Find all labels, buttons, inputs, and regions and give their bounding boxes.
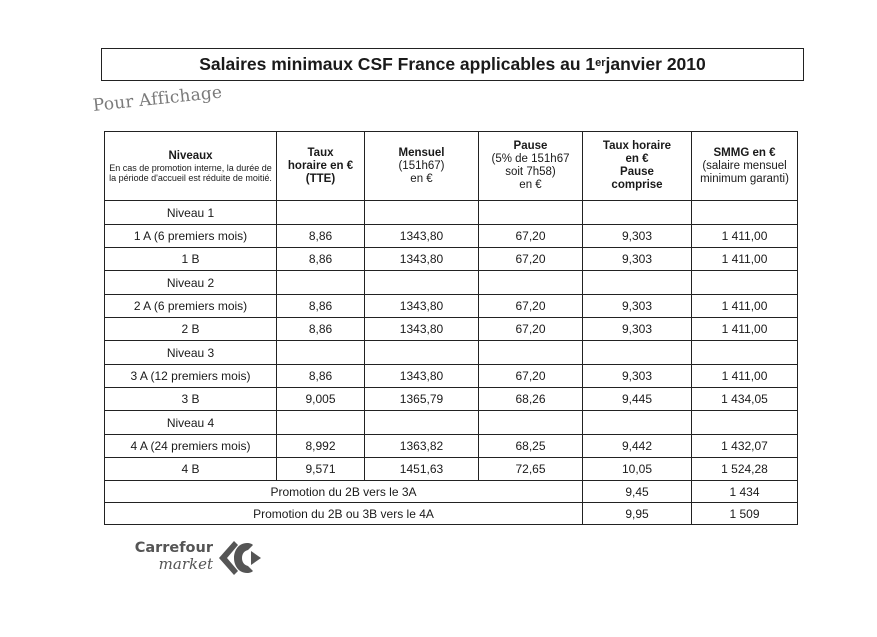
cell-pause: 72,65 [479, 458, 583, 481]
cell-smmg: 1 411,00 [692, 225, 798, 248]
cell-pause: 67,20 [479, 248, 583, 271]
cell-smmg: 1 411,00 [692, 365, 798, 388]
cell-taux: 8,86 [277, 318, 365, 341]
cell-taux-pause: 9,303 [583, 295, 692, 318]
level-label: 1 A (6 premiers mois) [105, 225, 277, 248]
level-label: 3 B [105, 388, 277, 411]
salary-table [104, 131, 798, 525]
table-row [105, 388, 798, 411]
level-label: 4 A (24 premiers mois) [105, 435, 277, 458]
document-title [101, 48, 804, 81]
empty-cell [365, 341, 479, 365]
cell-taux: 8,86 [277, 365, 365, 388]
table-header-row [105, 132, 798, 201]
group-label: Niveau 3 [105, 341, 277, 365]
promotion-row [105, 481, 798, 503]
header-mensuel-line3: en € [410, 172, 433, 185]
cell-taux-pause: 9,45 [583, 481, 692, 503]
promotion-label: Promotion du 2B vers le 3A [105, 481, 583, 503]
empty-cell [583, 201, 692, 225]
table-row [105, 365, 798, 388]
table-row [105, 318, 798, 341]
header-smmg-line1: SMMG en € [713, 146, 776, 159]
cell-smmg: 1 524,28 [692, 458, 798, 481]
promotion-row [105, 503, 798, 525]
empty-cell [479, 271, 583, 295]
group-row [105, 271, 798, 295]
cell-taux-pause: 9,303 [583, 365, 692, 388]
cell-taux: 9,571 [277, 458, 365, 481]
header-niveaux-note: En cas de promotion interne, la durée de la période d'accueil est réduite de moitié. [109, 162, 272, 183]
cell-pause: 67,20 [479, 318, 583, 341]
empty-cell [583, 341, 692, 365]
table-row [105, 248, 798, 271]
empty-cell [277, 411, 365, 435]
cell-taux-pause: 9,445 [583, 388, 692, 411]
title-superscript: er [595, 56, 606, 69]
title-main: Salaires minimaux CSF France applicables au 1 [199, 54, 596, 74]
promotion-label: Promotion du 2B ou 3B vers le 4A [105, 503, 583, 525]
cell-taux: 8,86 [277, 225, 365, 248]
cell-mensuel: 1343,80 [365, 248, 479, 271]
cell-smmg: 1 411,00 [692, 248, 798, 271]
cell-smmg: 1 432,07 [692, 435, 798, 458]
level-label: 1 B [105, 248, 277, 271]
header-niveaux [105, 132, 277, 201]
header-pause-line4: en € [519, 179, 542, 191]
level-label: 4 B [105, 458, 277, 481]
group-label: Niveau 1 [105, 201, 277, 225]
empty-cell [479, 341, 583, 365]
header-mensuel-line1: Mensuel [398, 146, 445, 159]
header-tpc-line3: Pause [620, 166, 654, 178]
cell-pause: 67,20 [479, 365, 583, 388]
header-pause [479, 132, 583, 201]
cell-smmg: 1 509 [692, 503, 798, 525]
empty-cell [365, 271, 479, 295]
cell-pause: 67,20 [479, 295, 583, 318]
empty-cell [479, 201, 583, 225]
header-mensuel-line2: (151h67) [398, 159, 445, 172]
table-row [105, 225, 798, 248]
header-taux-line3: (TTE) [305, 172, 336, 185]
cell-mensuel: 1365,79 [365, 388, 479, 411]
cell-taux-pause: 9,95 [583, 503, 692, 525]
empty-cell [277, 201, 365, 225]
cell-taux: 8,86 [277, 248, 365, 271]
header-smmg [692, 132, 798, 201]
group-row [105, 201, 798, 225]
cell-taux: 8,86 [277, 295, 365, 318]
header-pause-line1: Pause [513, 140, 548, 152]
empty-cell [365, 411, 479, 435]
logo-wordmark [125, 540, 213, 573]
empty-cell [692, 341, 798, 365]
logo-sub: market [158, 555, 213, 573]
header-tpc-line4: comprise [611, 179, 663, 191]
group-label: Niveau 2 [105, 271, 277, 295]
cell-taux: 8,992 [277, 435, 365, 458]
cell-mensuel: 1343,80 [365, 365, 479, 388]
empty-cell [583, 411, 692, 435]
level-label: 3 A (12 premiers mois) [105, 365, 277, 388]
header-pause-line3: soit 7h58) [505, 166, 556, 178]
title-date: janvier 2010 [605, 54, 706, 74]
cell-taux-pause: 9,303 [583, 248, 692, 271]
cell-taux-pause: 9,303 [583, 318, 692, 341]
cell-smmg: 1 434 [692, 481, 798, 503]
carrefour-market-logo [125, 538, 285, 582]
logo-brand: Carrefour [134, 540, 213, 556]
header-smmg-line2: (salaire mensuel [702, 159, 787, 172]
empty-cell [479, 411, 583, 435]
cell-taux: 9,005 [277, 388, 365, 411]
cell-pause: 67,20 [479, 225, 583, 248]
table-row [105, 295, 798, 318]
header-mensuel [365, 132, 479, 201]
empty-cell [277, 271, 365, 295]
header-niveaux-title: Niveaux [168, 149, 213, 162]
group-row [105, 341, 798, 365]
empty-cell [365, 201, 479, 225]
header-taux-pause [583, 132, 692, 201]
cell-taux-pause: 10,05 [583, 458, 692, 481]
empty-cell [692, 411, 798, 435]
cell-smmg: 1 434,05 [692, 388, 798, 411]
cell-smmg: 1 411,00 [692, 318, 798, 341]
level-label: 2 A (6 premiers mois) [105, 295, 277, 318]
level-label: 2 B [105, 318, 277, 341]
cell-taux-pause: 9,303 [583, 225, 692, 248]
cell-pause: 68,25 [479, 435, 583, 458]
header-taux-line1: Taux [307, 146, 334, 159]
cell-mensuel: 1363,82 [365, 435, 479, 458]
group-label: Niveau 4 [105, 411, 277, 435]
header-taux [277, 132, 365, 201]
header-tpc-line1: Taux horaire [602, 140, 672, 152]
empty-cell [277, 341, 365, 365]
cell-smmg: 1 411,00 [692, 295, 798, 318]
cell-taux-pause: 9,442 [583, 435, 692, 458]
empty-cell [692, 201, 798, 225]
display-stamp: Pour Affichage [91, 82, 224, 116]
cell-mensuel: 1343,80 [365, 318, 479, 341]
group-row [105, 411, 798, 435]
cell-mensuel: 1451,63 [365, 458, 479, 481]
header-tpc-line2: en € [625, 153, 649, 165]
cell-mensuel: 1343,80 [365, 295, 479, 318]
table-row [105, 435, 798, 458]
header-pause-line2: (5% de 151h67 [491, 153, 570, 165]
empty-cell [692, 271, 798, 295]
cell-pause: 68,26 [479, 388, 583, 411]
carrefour-icon [217, 538, 263, 578]
header-taux-line2: horaire en € [287, 159, 354, 172]
empty-cell [583, 271, 692, 295]
header-smmg-line3: minimum garanti) [700, 172, 789, 185]
table-row [105, 458, 798, 481]
cell-mensuel: 1343,80 [365, 225, 479, 248]
